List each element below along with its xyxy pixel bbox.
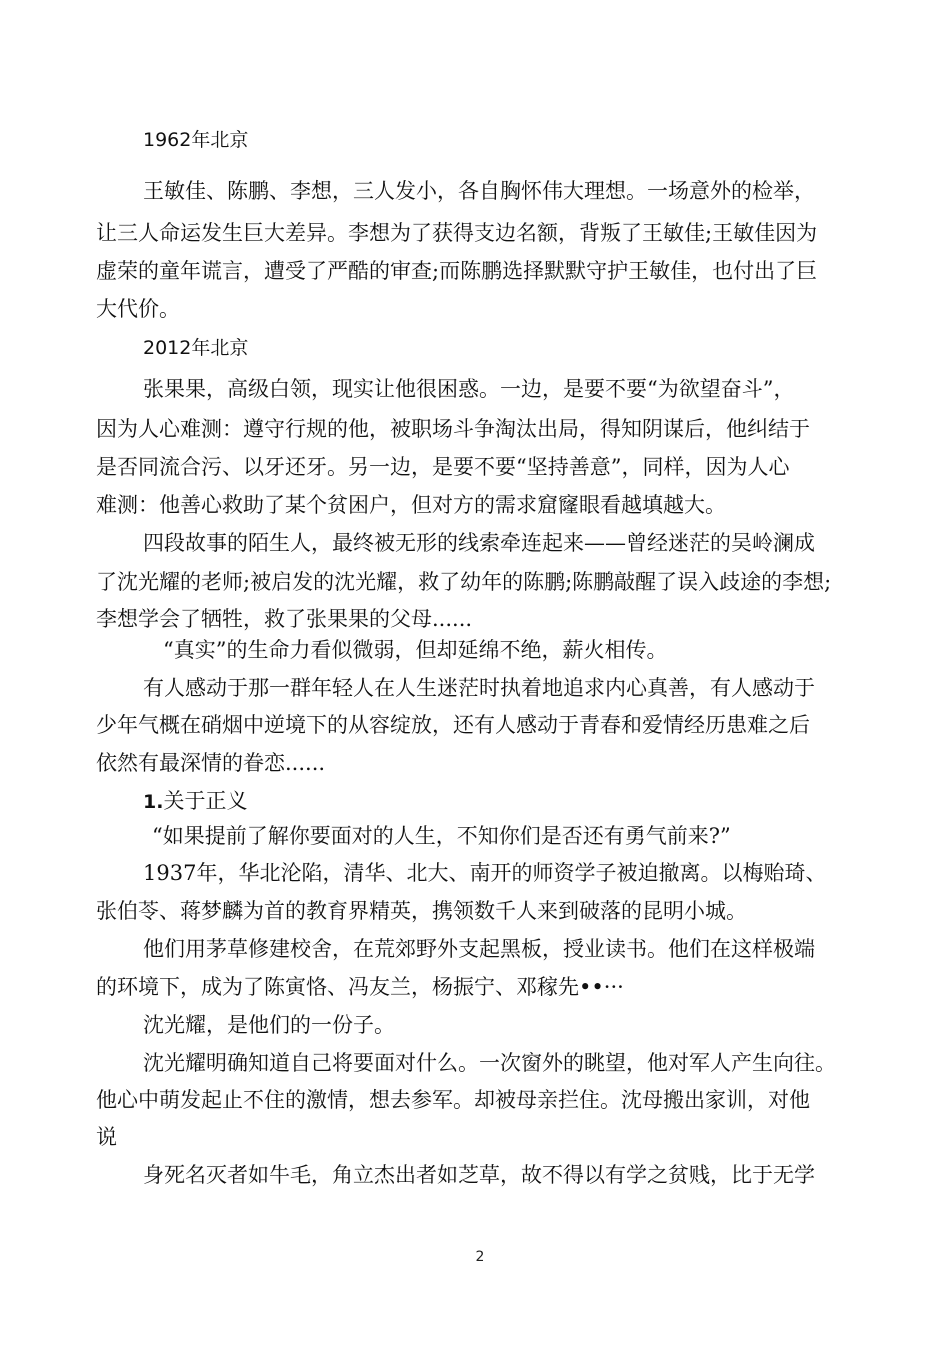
paragraph-2012-line: 张果果，高级白领，现实让他很困惑。一边，是要不要“为欲望奋斗”， <box>143 377 795 401</box>
paragraph-thatched-line: 他们用茅草修建校舍，在荒郊野外支起黑板，授业读书。他们在这样极端 <box>143 937 815 961</box>
quote: “如果提前了解你要面对的人生，不知你们是否还有勇气前来?” <box>152 824 731 848</box>
paragraph-1937-line: 1937年，华北沦陷，清华、北大、南开的师资学子被迫撤离。以梅贻琦、 <box>143 861 827 885</box>
heading-2012: 2012年北京 <box>143 337 249 359</box>
paragraph-2012-line: 是否同流合污、以牙还牙。另一边，是要不要“坚持善意”，同样，因为人心 <box>96 455 790 479</box>
paragraph-four-stories-line: 四段故事的陌生人，最终被无形的线索牵连起来——曾经迷茫的吴岭澜成 <box>143 531 815 555</box>
paragraph-four-stories-line: 李想学会了牺牲，救了张果果的父母...... <box>96 607 473 631</box>
paragraph-1962-line: 让三人命运发生巨大差异。李想为了获得支边名额，背叛了王敏佳;王敏佳因为 <box>96 221 818 245</box>
paragraph-2012-line: 因为人心难测：遵守行规的他，被职场斗争淘汰出局，得知阴谋后，他纠结于 <box>96 417 810 441</box>
paragraph-moved-line: 少年气概在硝烟中逆境下的从容绽放，还有人感动于青春和爱情经历患难之后 <box>96 713 810 737</box>
paragraph-1937-line: 张伯苓、蒋梦麟为首的教育界精英，携领数千人来到破落的昆明小城。 <box>96 899 747 923</box>
paragraph-member: 沈光耀，是他们的一份子。 <box>143 1013 395 1037</box>
page-number: 2 <box>475 1249 485 1265</box>
paragraph-shen-line: 他心中萌发起止不住的激情，想去参军。却被母亲拦住。沈母搬出家训，对他 <box>96 1088 810 1112</box>
paragraph-motto: 身死名灭者如牛毛，角立杰出者如芝草，故不得以有学之贫贱，比于无学 <box>143 1163 815 1187</box>
paragraph-four-stories-line: 了沈光耀的老师;被启发的沈光耀，救了幼年的陈鹏;陈鹏敲醒了误入歧途的李想; <box>96 570 832 594</box>
paragraph-1962-line: 王敏佳、陈鹏、李想，三人发小，各自胸怀伟大理想。一场意外的检举， <box>143 179 815 203</box>
paragraph-2012-line: 难测：他善心救助了某个贫困户，但对方的需求窟窿眼看越填越大。 <box>96 493 726 517</box>
section-title: 关于正义 <box>163 789 248 813</box>
paragraph-thatched-line: 的环境下，成为了陈寅恪、冯友兰，杨振宁、邓稼先••··· <box>96 975 624 999</box>
paragraph-moved-line: 依然有最深情的眷恋...... <box>96 751 326 775</box>
paragraph-shen-line: 沈光耀明确知道自己将要面对什么。一次窗外的眺望，他对军人产生向往。 <box>143 1051 836 1075</box>
paragraph-1962-line: 大代价。 <box>96 297 180 321</box>
heading-1962: 1962年北京 <box>143 129 249 151</box>
section-number: 1. <box>143 791 164 813</box>
paragraph-moved-line: 有人感动于那一群年轻人在人生迷茫时执着地追求内心真善，有人感动于 <box>143 676 815 700</box>
paragraph-shen-line: 说 <box>96 1125 117 1149</box>
paragraph-truth: “真实”的生命力看似微弱，但却延绵不绝，薪火相传。 <box>163 638 668 662</box>
paragraph-1962-line: 虚荣的童年谎言，遭受了严酷的审查;而陈鹏选择默默守护王敏佳，也付出了巨 <box>96 259 818 283</box>
section-heading <box>143 788 883 815</box>
